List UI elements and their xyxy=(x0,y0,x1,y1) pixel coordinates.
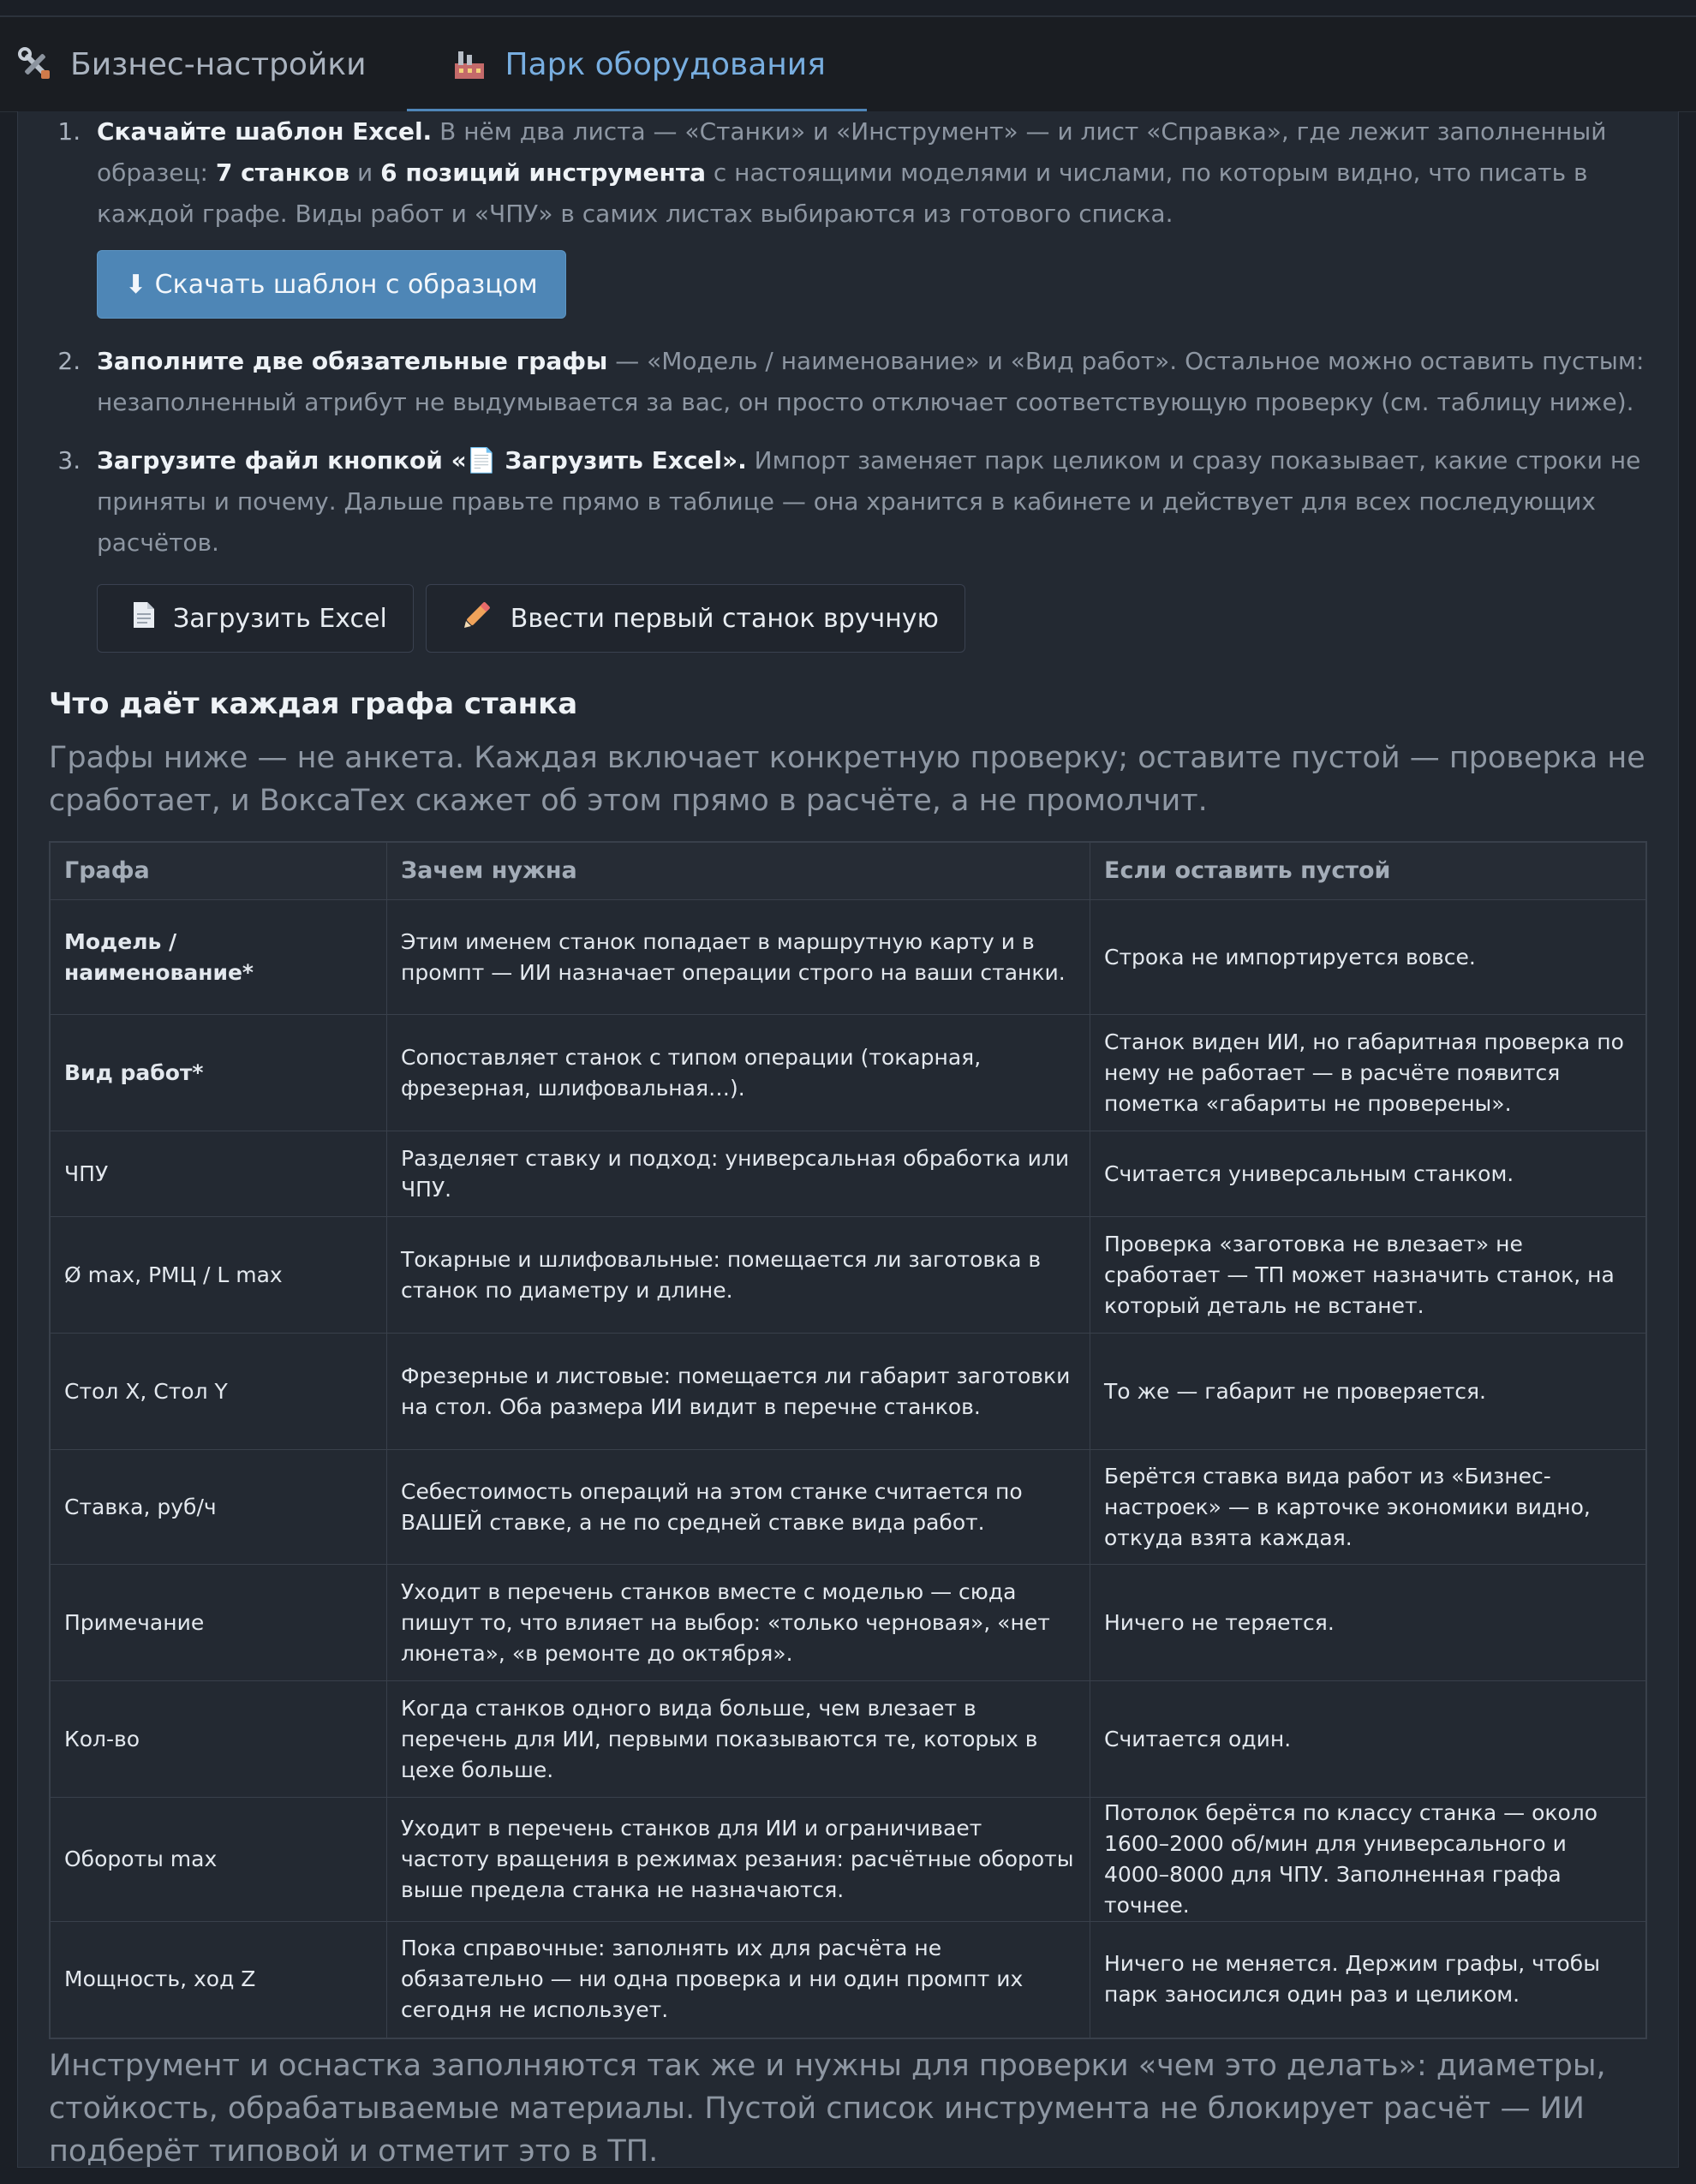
column-header-purpose: Зачем нужна xyxy=(387,842,1090,900)
purpose-cell: Себестоимость операций на этом станке считается по ВАШЕЙ ставке, а не по средней ставке вида работ. xyxy=(387,1450,1090,1565)
step-upload-file xyxy=(88,440,1647,653)
field-cell: Стол X, Стол Y xyxy=(50,1334,387,1450)
step-fill-required-fields xyxy=(88,341,1647,423)
table-row xyxy=(50,900,1646,1015)
table-row xyxy=(50,1334,1646,1450)
if-empty-cell: Считается универсальным станком. xyxy=(1090,1131,1647,1217)
table-row xyxy=(50,1798,1646,1922)
tab-bar xyxy=(0,17,1696,112)
table-row xyxy=(50,1015,1646,1131)
column-header-if-empty: Если оставить пустой xyxy=(1090,842,1647,900)
field-cell: Вид работ* xyxy=(50,1015,387,1131)
field-cell: Кол-во xyxy=(50,1681,387,1798)
download-template-label: ⬇ Скачать шаблон с образцом xyxy=(125,269,538,300)
manual-entry-button[interactable] xyxy=(426,584,965,653)
field-purpose-table xyxy=(49,841,1647,2039)
tab-business-settings-label: Бизнес-настройки xyxy=(70,46,367,82)
manual-entry-label: Ввести первый станок вручную xyxy=(510,603,939,634)
purpose-cell: Сопоставляет станок с типом операции (токарная, фрезерная, шлифовальная…). xyxy=(387,1015,1090,1131)
field-cell: ЧПУ xyxy=(50,1131,387,1217)
step1-text-b: и xyxy=(349,158,381,187)
purpose-cell: Этим именем станок попадает в маршрутную карту и в промпт — ИИ назначает операции строго на ваши станки. xyxy=(387,900,1090,1015)
field-cell: Ставка, руб/ч xyxy=(50,1450,387,1565)
purpose-cell: Фрезерные и листовые: помещается ли габарит заготовки на стол. Оба размера ИИ видит в перечне станков. xyxy=(387,1334,1090,1450)
step-download-template xyxy=(88,111,1647,341)
field-cell: Обороты max xyxy=(50,1798,387,1922)
if-empty-cell: Потолок берётся по классу станка — около 1600–2000 об/мин для универсального и 4000–8000 для ЧПУ. Заполненная графа точнее. xyxy=(1090,1798,1647,1922)
if-empty-cell: Проверка «заготовка не влезает» не сработает — ТП может назначить станок, на который деталь не встанет. xyxy=(1090,1217,1647,1334)
tab-equipment-park[interactable] xyxy=(407,17,866,111)
field-cell: Ø max, РМЦ / L max xyxy=(50,1217,387,1334)
if-empty-cell: Считается один. xyxy=(1090,1681,1647,1798)
table-row xyxy=(50,1217,1646,1334)
if-empty-cell: Станок виден ИИ, но габаритная проверка по нему не работает — в расчёте появится пометка «габариты не проверены». xyxy=(1090,1015,1647,1131)
document-icon xyxy=(132,600,156,636)
tab-business-settings[interactable] xyxy=(14,17,407,111)
instruction-steps xyxy=(49,111,1647,653)
table-row xyxy=(50,1131,1646,1217)
table-row xyxy=(50,1565,1646,1681)
field-cell: Мощность, ход Z xyxy=(50,1922,387,2038)
step1-machines-count: 7 станков xyxy=(215,158,350,187)
tools-footer-note: Инструмент и оснастка заполняются так же и нужны для проверки «чем это делать»: диаметры, стойкость, обрабатываемые материалы. Пустой список инструмента не блокирует расчёт — ИИ подберёт типовой и отметит это в ТП. xyxy=(49,2048,1606,2169)
if-empty-cell: Ничего не меняется. Держим графы, чтобы парк заносился один раз и целиком. xyxy=(1090,1922,1647,2038)
column-header-field: Графа xyxy=(50,842,387,900)
if-empty-cell: Берётся ставка вида работ из «Бизнес-настроек» — в карточке экономики видно, откуда взята каждая. xyxy=(1090,1450,1647,1565)
factory-icon xyxy=(451,46,487,82)
if-empty-cell: Ничего не теряется. xyxy=(1090,1565,1647,1681)
step2-text: — «Модель / наименование» и «Вид работ». Остальное можно оставить пустым: незаполненный атрибут не выдумывается за вас, он просто отключает соответствующую проверку (см. таблицу ниже). xyxy=(97,347,1645,416)
table-header-row xyxy=(50,842,1646,900)
wrench-screwdriver-icon xyxy=(17,46,53,82)
pencil-icon xyxy=(461,599,493,638)
step1-text-a: В нём два листа — «Станки» и «Инструмент» — и лист «Справка», где лежит заполненный образец: xyxy=(97,117,1607,187)
purpose-cell: Разделяет ставку и подход: универсальная обработка или ЧПУ. xyxy=(387,1131,1090,1217)
purpose-cell: Когда станков одного вида больше, чем влезает в перечень для ИИ, первыми показываются те, которых в цехе больше. xyxy=(387,1681,1090,1798)
download-template-button[interactable] xyxy=(97,250,566,319)
step1-text-c: с настоящими моделями и числами, по которым видно, что писать в каждой графе. Виды работ и «ЧПУ» в самих листах выбираются из готового списка. xyxy=(97,158,1588,228)
section-title: Что даёт каждая графа станка xyxy=(49,687,578,721)
step1-title: Скачайте шаблон Excel. xyxy=(97,117,433,146)
field-cell: Примечание xyxy=(50,1565,387,1681)
purpose-cell: Токарные и шлифовальные: помещается ли заготовка в станок по диаметру и длине. xyxy=(387,1217,1090,1334)
tab-equipment-park-label: Парк оборудования xyxy=(505,46,826,82)
window-top-strip xyxy=(0,0,1696,17)
if-empty-cell: Строка не импортируется вовсе. xyxy=(1090,900,1647,1015)
table-row xyxy=(50,1681,1646,1798)
upload-excel-button[interactable] xyxy=(97,584,414,653)
table-row xyxy=(50,1450,1646,1565)
step2-title: Заполните две обязательные графы xyxy=(97,347,608,375)
table-row xyxy=(50,1922,1646,2038)
equipment-park-panel xyxy=(17,111,1679,2168)
upload-excel-label: Загрузить Excel xyxy=(173,603,387,634)
step1-tools-count: 6 позиций инструмента xyxy=(380,158,706,187)
section-lead: Графы ниже — не анкета. Каждая включает конкретную проверку; оставите пустой — проверка не сработает, и ВоксаТех скажет об этом прямо в расчёте, а не промолчит. xyxy=(49,741,1645,818)
purpose-cell: Уходит в перечень станков для ИИ и ограничивает частоту вращения в режимах резания: расчётные обороты выше предела станка не назначаются. xyxy=(387,1798,1090,1922)
step3-title: Загрузите файл кнопкой «📄 Загрузить Excel». xyxy=(97,446,747,474)
step3-text: Импорт заменяет парк целиком и сразу показывает, какие строки не приняты и почему. Дальше правьте прямо в таблице — она хранится в кабинете и действует для всех последующих расчётов. xyxy=(97,446,1641,557)
purpose-cell: Уходит в перечень станков вместе с моделью — сюда пишут то, что влияет на выбор: «только черновая», «нет люнета», «в ремонте до октября». xyxy=(387,1565,1090,1681)
field-cell: Модель / наименование* xyxy=(50,900,387,1015)
purpose-cell: Пока справочные: заполнять их для расчёта не обязательно — ни одна проверка и ни один промпт их сегодня не использует. xyxy=(387,1922,1090,2038)
if-empty-cell: То же — габарит не проверяется. xyxy=(1090,1334,1647,1450)
